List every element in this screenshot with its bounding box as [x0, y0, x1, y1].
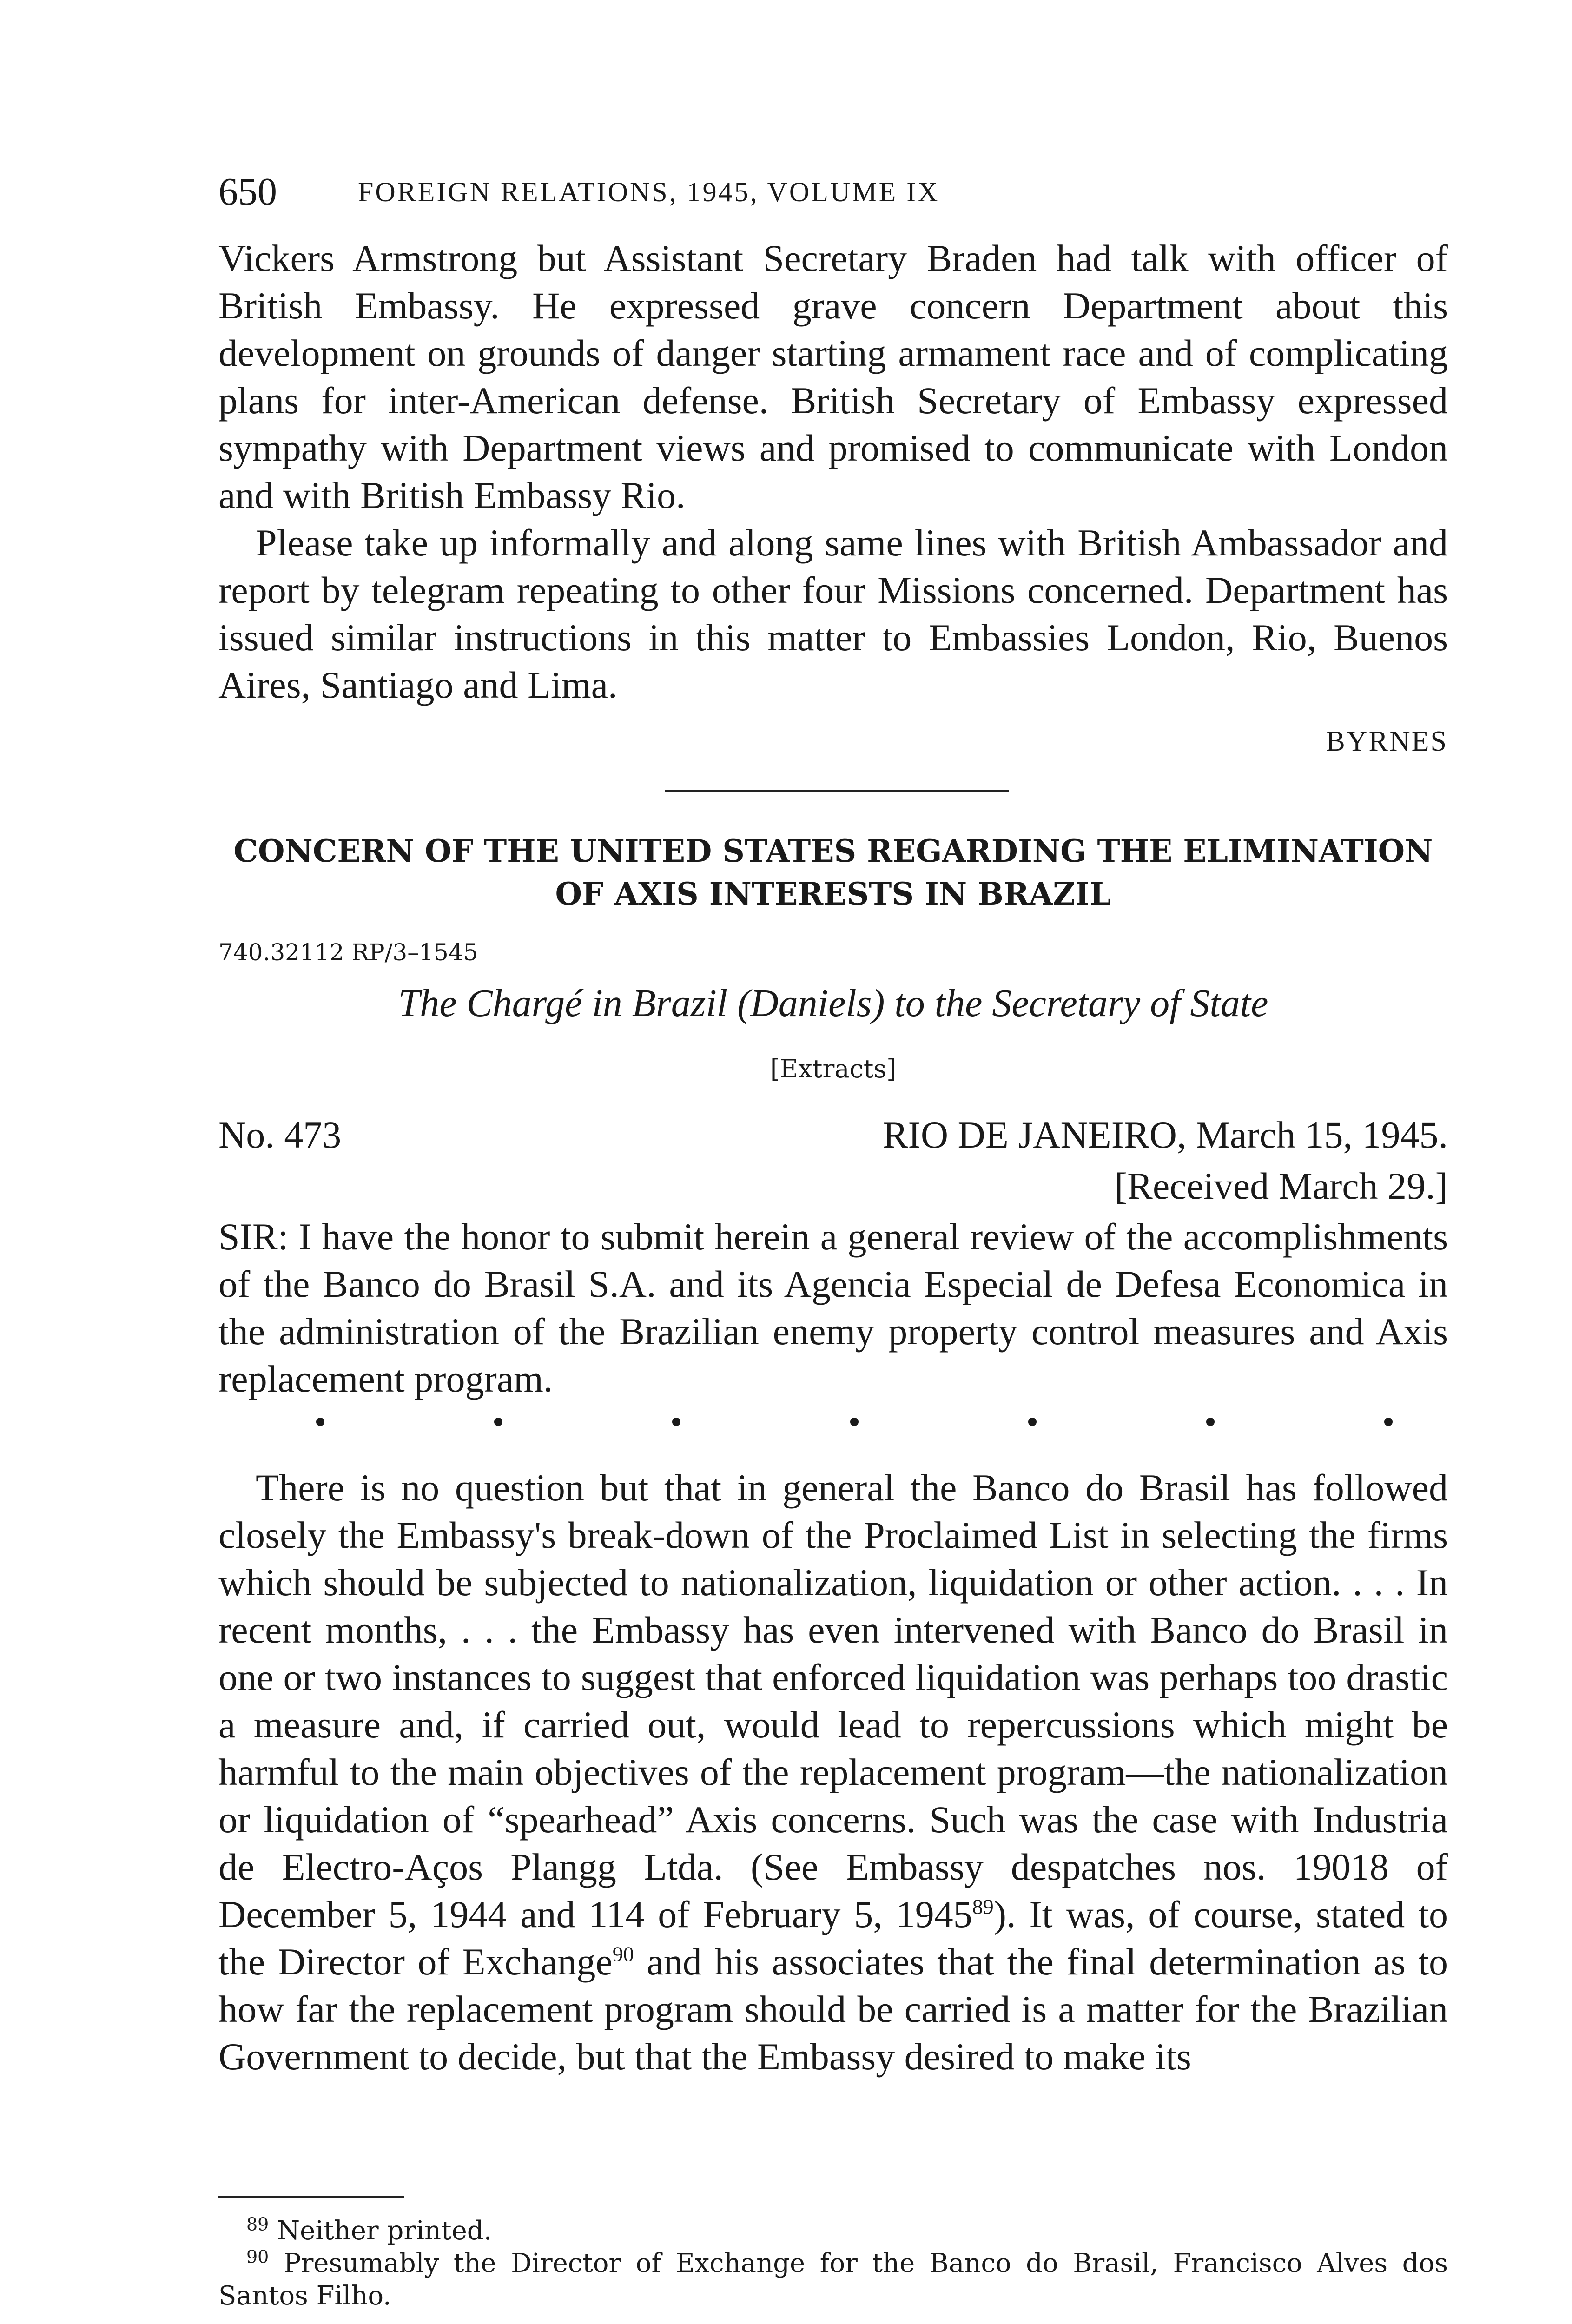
- letter-paragraph-2-part-3: and his associates that the final determination as to how far the replacement program should be carried is a matter for the Brazilian Government to decide, but that the Embassy desired to make its: [218, 1941, 1448, 2078]
- salutation: SIR:: [218, 1215, 289, 1258]
- letter-body: [218, 1464, 1448, 2080]
- footnote-90: [218, 2247, 1448, 2312]
- letter-paragraph-1-text: I have the honor to submit herein a general review of the accomplishments of the Banco do Brasil S.A. and its Agencia Especial de Defesa Economica in the administration of the Brazilian enemy property control measures and Axis replacement program.: [218, 1215, 1448, 1400]
- ellipsis-dot: [850, 1418, 859, 1426]
- ellipsis-dot: [1384, 1418, 1393, 1426]
- place-date: RIO DE JANEIRO, March 15, 1945.: [882, 1114, 1448, 1156]
- signature: BYRNES: [1326, 726, 1448, 757]
- document-number: No. 473: [218, 1114, 342, 1156]
- ellipsis-dot: [316, 1418, 324, 1426]
- footnote-ref-90: 90: [612, 1942, 634, 1966]
- letter-paragraph-2-part-1: There is no question but that in general the Banco do Brasil has followed closely the Embassy's break-down of the Proclaimed List in selecting the firms which should be subjected to nationalization, liquidation or other action. . . . In recent months, . . . the Embassy has even intervened with Banco do Brasil in one or two instances to suggest that enforced liquidation was perhaps too drastic a measure and, if carried out, would lead to repercussions which might be harmful to the main objectives of the replacement program—the nationalization or liquidation of “spearhead” Axis concerns. Such was the case with Industria de Electro-Aços Plangg Ltda. (See Embassy despatches nos. 19018 of December 5, 1944 and 114 of February 5, 1945: [218, 1466, 1448, 1935]
- ellipsis-row: [316, 1408, 1399, 1446]
- footnote-divider: [218, 2196, 404, 2198]
- section-divider: [665, 790, 1009, 792]
- ellipsis-dot: [1028, 1418, 1037, 1426]
- running-title: FOREIGN RELATIONS, 1945, VOLUME IX: [358, 177, 940, 207]
- footnote-mark: 89: [246, 2214, 269, 2235]
- footnote-ref-89: 89: [972, 1895, 994, 1919]
- letter-paragraph-1: [218, 1213, 1448, 1403]
- ellipsis-dot: [1206, 1418, 1215, 1426]
- document-title: The Chargé in Brazil (Daniels) to the Secretary of State: [398, 982, 1268, 1025]
- received-date: [Received March 29.]: [1114, 1165, 1448, 1207]
- intro-paragraph-2: Please take up informally and along same lines with British Ambassador and report by telegram repeating to other four Missions concerned. Department has issued similar instructions in this matter to Embassies London, Rio, Buenos Aires, Santiago and Lima.: [218, 522, 1448, 706]
- ellipsis-dot: [494, 1418, 502, 1426]
- page-header: [218, 166, 1448, 218]
- footnote-text: Neither printed.: [277, 2216, 492, 2246]
- section-title: [218, 830, 1448, 915]
- letter-paragraph-2: [218, 1464, 1448, 2080]
- footnotes: [218, 2215, 1448, 2312]
- letter-paragraph-2-part-2: ). It was, of course, stated to the Director of Exchange: [218, 1893, 1448, 1983]
- section-title-line-1: CONCERN OF THE UNITED STATES REGARDING THE ELIMINATION: [233, 833, 1433, 869]
- page-number: 650: [218, 170, 277, 213]
- footnote-mark: 90: [246, 2246, 269, 2267]
- intro-text: [218, 235, 1448, 709]
- ellipsis-dot: [672, 1418, 680, 1426]
- letter-opening: [218, 1213, 1448, 1403]
- file-number: 740.32112 RP/3–1545: [218, 939, 478, 966]
- footnote-89: [218, 2215, 1448, 2247]
- intro-paragraph-1: Vickers Armstrong but Assistant Secretary Braden had talk with officer of British Embassy. He expressed grave concern Department about this development on grounds of danger starting armament race and of complicating plans for inter-American defense. British Secretary of Embassy expressed sympathy with Department views and promised to communicate with London and with British Embassy Rio.: [218, 237, 1448, 516]
- section-title-line-2: OF AXIS INTERESTS IN BRAZIL: [555, 876, 1111, 912]
- footnote-text: Presumably the Director of Exchange for the Banco do Brasil, Francisco Alves dos Santos Filho.: [218, 2248, 1448, 2311]
- extracts-label: [Extracts]: [770, 1054, 897, 1083]
